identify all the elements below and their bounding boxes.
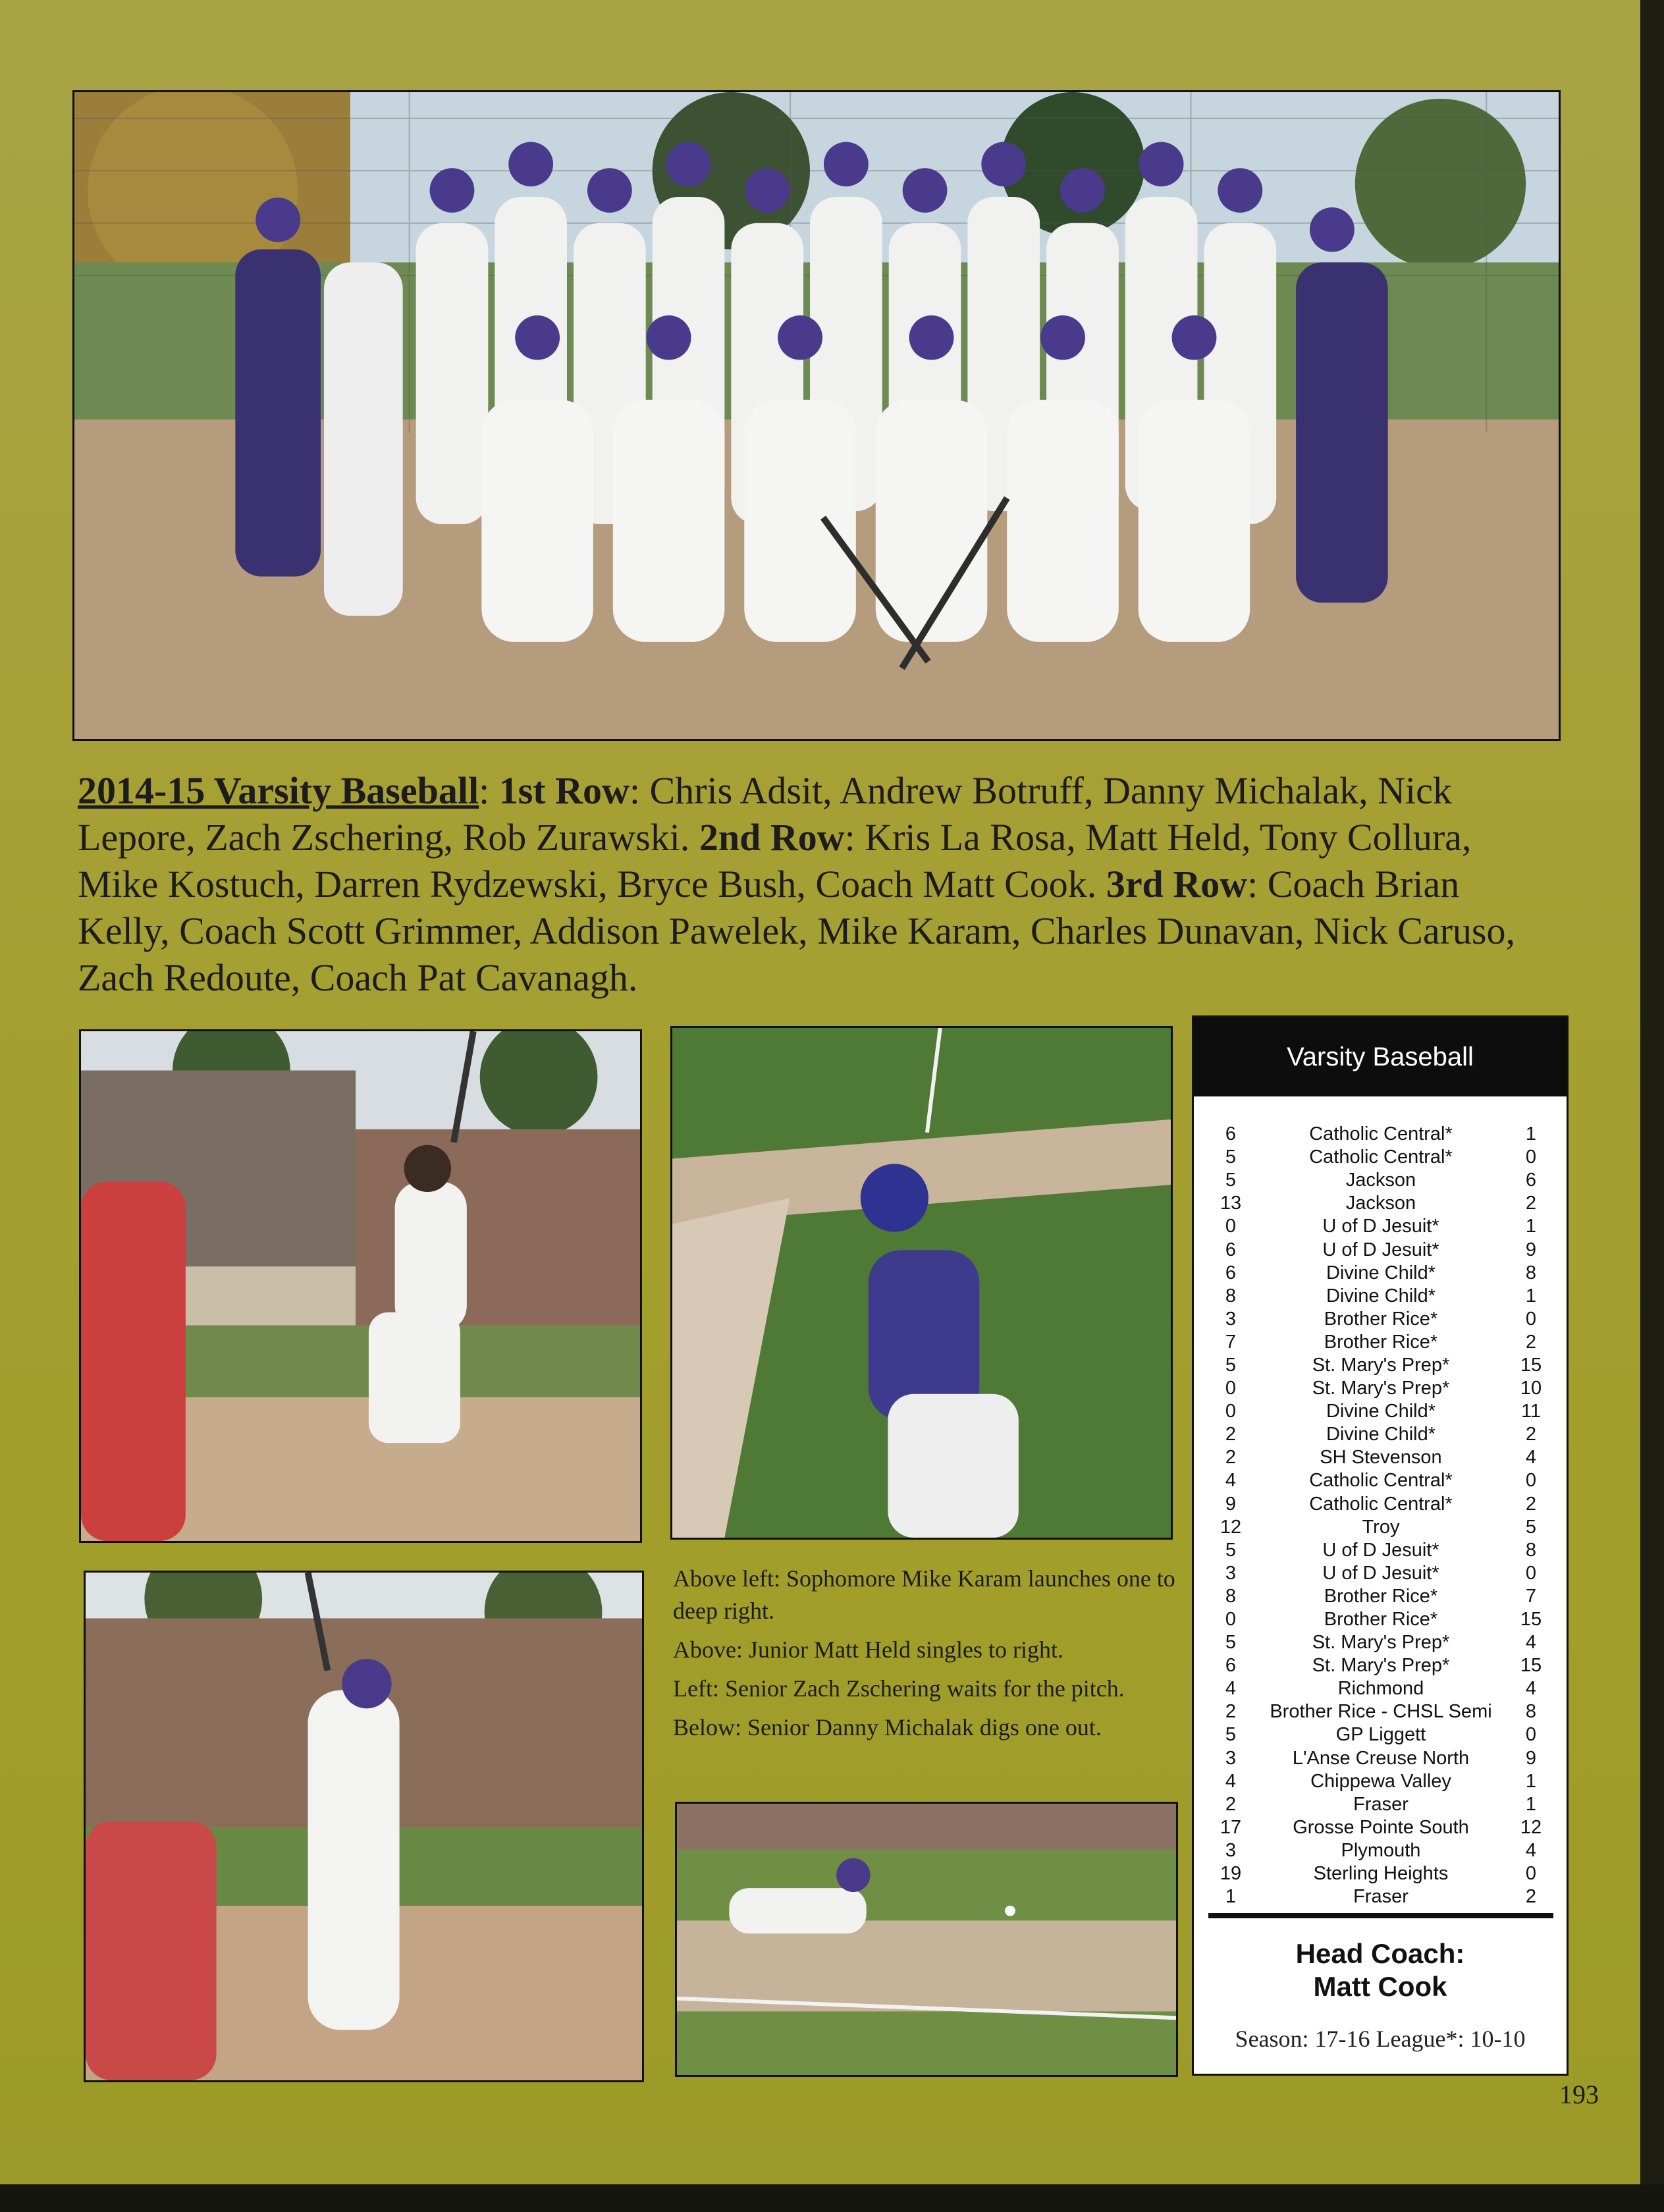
score-them: 8: [1525, 1262, 1537, 1283]
team-name: 2014-15 Varsity Baseball: [78, 769, 479, 812]
score-us: 2: [1225, 1447, 1237, 1469]
score-opponent: Brother Rice - CHSL Semi: [1270, 1701, 1492, 1723]
score-opponent: Divine Child*: [1326, 1262, 1436, 1283]
score-us: 5: [1225, 1170, 1237, 1191]
page-edge-bottom: [0, 2184, 1664, 2212]
score-them: 1: [1525, 1793, 1537, 1815]
score-opponent: St. Mary's Prep*: [1312, 1378, 1450, 1399]
score-them: 2: [1525, 1331, 1537, 1353]
score-us: 5: [1225, 1632, 1237, 1654]
score-us: 3: [1225, 1839, 1237, 1861]
photo-captions: [673, 1563, 1180, 1750]
score-opponent: Jackson: [1345, 1193, 1416, 1214]
score-them: 8: [1525, 1701, 1537, 1723]
row2-label: 2nd Row: [699, 816, 845, 859]
score-opponent: U of D Jesuit*: [1322, 1239, 1439, 1260]
score-row: [1208, 1169, 1553, 1192]
score-opponent: U of D Jesuit*: [1322, 1216, 1439, 1237]
score-them: 4: [1525, 1678, 1537, 1700]
score-them: 9: [1525, 1747, 1537, 1769]
score-them: 2: [1525, 1493, 1537, 1515]
score-opponent: Fraser: [1353, 1793, 1409, 1815]
score-them: 0: [1525, 1562, 1537, 1584]
score-row: [1208, 1354, 1553, 1377]
score-us: 5: [1225, 1354, 1237, 1376]
score-us: 6: [1225, 1262, 1237, 1283]
score-us: 9: [1225, 1493, 1237, 1515]
photo-batter-swing: [79, 1029, 642, 1543]
score-us: 2: [1225, 1793, 1237, 1815]
score-them: 1: [1525, 1285, 1537, 1307]
score-them: 0: [1525, 1470, 1537, 1492]
caption-colon: :: [479, 769, 499, 812]
score-opponent: Divine Child*: [1326, 1285, 1436, 1307]
score-them: 15: [1520, 1609, 1542, 1631]
score-row: [1208, 1377, 1553, 1400]
score-row: [1208, 1262, 1553, 1285]
score-them: 1: [1525, 1123, 1537, 1145]
head-coach-name: Matt Cook: [1313, 1971, 1447, 2002]
score-row: [1208, 1839, 1553, 1862]
score-us: 8: [1225, 1285, 1237, 1307]
score-row: [1208, 1793, 1553, 1816]
score-row: [1208, 1331, 1553, 1354]
team-caption: [78, 767, 1553, 1001]
team-photo-image: [74, 92, 1559, 739]
score-them: 9: [1525, 1239, 1537, 1260]
photo-runner: [670, 1026, 1173, 1540]
row1-label: 1st Row: [498, 769, 630, 812]
score-us: 3: [1225, 1562, 1237, 1584]
score-them: 15: [1520, 1354, 1542, 1376]
score-them: 15: [1520, 1655, 1542, 1677]
scoreboard-title: Varsity Baseball: [1194, 1017, 1567, 1096]
score-opponent: Sterling Heights: [1313, 1863, 1449, 1885]
scoreboard-divider: [1208, 1913, 1553, 1918]
score-us: 6: [1225, 1655, 1237, 1677]
score-us: 4: [1225, 1770, 1237, 1792]
score-row: [1208, 1123, 1553, 1146]
score-us: 2: [1225, 1424, 1237, 1445]
score-opponent: Catholic Central*: [1309, 1123, 1453, 1145]
score-row: [1208, 1585, 1553, 1608]
score-them: 4: [1525, 1632, 1537, 1654]
score-row: [1208, 1308, 1553, 1331]
score-row: [1208, 1562, 1553, 1585]
score-us: 1: [1225, 1886, 1237, 1908]
score-row: [1208, 1400, 1553, 1423]
scoreboard-panel: [1192, 1015, 1569, 2076]
score-row: [1208, 1723, 1553, 1746]
score-us: 0: [1225, 1216, 1237, 1237]
row3-label: 3rd Row: [1106, 863, 1248, 905]
score-row: [1208, 1885, 1553, 1908]
head-coach-label: Head Coach:: [1295, 1938, 1465, 1969]
score-them: 7: [1525, 1585, 1537, 1607]
score-row: [1208, 1238, 1553, 1261]
row2-names: : Kris La Rosa, Matt Held, Tony Collura, Mike Kostuch, Darren Rydzewski, Bryce Bush, Coach Matt Cook.: [78, 816, 1472, 905]
score-row: [1208, 1631, 1553, 1654]
score-row: [1208, 1700, 1553, 1723]
score-opponent: Troy: [1362, 1516, 1400, 1538]
score-opponent: Brother Rice*: [1324, 1308, 1438, 1330]
score-opponent: GP Liggett: [1335, 1724, 1426, 1746]
score-row: [1208, 1747, 1553, 1770]
score-row: [1208, 1516, 1553, 1539]
season-record: Season: 17-16 League*: 10-10: [1235, 2026, 1526, 2052]
score-opponent: Chippewa Valley: [1310, 1770, 1451, 1792]
score-them: 5: [1525, 1516, 1537, 1538]
score-row: [1208, 1816, 1553, 1839]
score-us: 5: [1225, 1724, 1237, 1746]
score-opponent: Catholic Central*: [1309, 1470, 1453, 1492]
score-opponent: L'Anse Creuse North: [1292, 1747, 1470, 1769]
score-opponent: Divine Child*: [1326, 1401, 1436, 1422]
score-us: 17: [1220, 1816, 1242, 1838]
score-opponent: Fraser: [1353, 1886, 1409, 1908]
score-row: [1208, 1493, 1553, 1516]
score-row: [1208, 1770, 1553, 1793]
score-opponent: U of D Jesuit*: [1322, 1539, 1439, 1561]
score-opponent: St. Mary's Prep*: [1312, 1632, 1450, 1654]
score-us: 0: [1225, 1609, 1237, 1631]
page-number: 193: [1559, 2080, 1599, 2109]
score-us: 13: [1220, 1193, 1242, 1214]
score-them: 8: [1525, 1539, 1537, 1561]
score-opponent: St. Mary's Prep*: [1312, 1655, 1450, 1677]
score-us: 0: [1225, 1401, 1237, 1422]
score-opponent: Catholic Central*: [1309, 1146, 1453, 1168]
score-us: 7: [1225, 1331, 1237, 1353]
score-them: 0: [1525, 1146, 1537, 1168]
score-us: 5: [1225, 1539, 1237, 1561]
caption-below: Below: Senior Danny Michalak digs one out.: [673, 1714, 1102, 1740]
row1-names: : Chris Adsit, Andrew Botruff, Danny Michalak, Nick Lepore, Zach Zschering, Rob Zurawski.: [78, 769, 1452, 859]
score-us: 12: [1220, 1516, 1242, 1538]
photo-first-base-dig: [675, 1802, 1178, 2077]
score-them: 6: [1525, 1170, 1537, 1191]
score-us: 4: [1225, 1470, 1237, 1492]
score-opponent: Jackson: [1345, 1170, 1416, 1191]
scores-list: [1208, 1123, 1553, 1908]
score-opponent: Brother Rice*: [1324, 1331, 1438, 1353]
score-us: 3: [1225, 1308, 1237, 1330]
caption-left: Left: Senior Zach Zschering waits for the pitch.: [673, 1675, 1125, 1702]
score-them: 1: [1525, 1216, 1537, 1237]
score-us: 5: [1225, 1146, 1237, 1168]
score-row: [1208, 1285, 1553, 1308]
score-row: [1208, 1446, 1553, 1469]
score-opponent: Plymouth: [1341, 1839, 1421, 1861]
score-them: 11: [1520, 1401, 1542, 1422]
score-row: [1208, 1469, 1553, 1492]
score-us: 6: [1225, 1239, 1237, 1260]
score-them: 1: [1525, 1770, 1537, 1792]
caption-above-left: Above left: Sophomore Mike Karam launches one to deep right.: [673, 1565, 1175, 1624]
photo-batter-waiting: [84, 1571, 644, 2082]
score-us: 3: [1225, 1747, 1237, 1769]
caption-above: Above: Junior Matt Held singles to right.: [673, 1636, 1063, 1663]
score-us: 8: [1225, 1585, 1237, 1607]
score-them: 12: [1520, 1816, 1542, 1838]
score-them: 0: [1525, 1863, 1537, 1885]
score-opponent: U of D Jesuit*: [1322, 1562, 1439, 1584]
score-us: 19: [1220, 1863, 1242, 1885]
score-opponent: SH Stevenson: [1320, 1447, 1442, 1469]
row3-names: : Coach Brian Kelly, Coach Scott Grimmer, Addison Pawelek, Mike Karam, Charles Dunavan, Nick Caruso, Zach Redoute, Coach Pat Cavanagh.: [78, 863, 1515, 999]
score-opponent: St. Mary's Prep*: [1312, 1354, 1450, 1376]
score-row: [1208, 1677, 1553, 1700]
score-opponent: Brother Rice*: [1324, 1585, 1438, 1607]
score-row: [1208, 1192, 1553, 1215]
score-row: [1208, 1608, 1553, 1631]
score-opponent: Brother Rice*: [1324, 1609, 1438, 1631]
score-row: [1208, 1862, 1553, 1885]
score-row: [1208, 1423, 1553, 1446]
score-opponent: Divine Child*: [1326, 1424, 1436, 1445]
score-row: [1208, 1539, 1553, 1562]
score-opponent: Grosse Pointe South: [1293, 1816, 1469, 1838]
score-row: [1208, 1654, 1553, 1677]
score-us: 0: [1225, 1378, 1237, 1399]
page-edge-right: [1640, 0, 1664, 2212]
score-row: [1208, 1146, 1553, 1169]
score-us: 4: [1225, 1678, 1237, 1700]
score-them: 0: [1525, 1308, 1537, 1330]
score-them: 2: [1525, 1886, 1537, 1908]
score-them: 4: [1525, 1447, 1537, 1469]
score-them: 0: [1525, 1724, 1537, 1746]
score-row: [1208, 1215, 1553, 1238]
score-them: 2: [1525, 1193, 1537, 1214]
score-them: 2: [1525, 1424, 1537, 1445]
score-opponent: Catholic Central*: [1309, 1493, 1453, 1515]
score-opponent: Richmond: [1337, 1678, 1424, 1700]
score-them: 4: [1525, 1839, 1537, 1861]
score-us: 6: [1225, 1123, 1237, 1145]
score-us: 2: [1225, 1701, 1237, 1723]
score-them: 10: [1520, 1378, 1542, 1399]
team-photo: [72, 90, 1561, 741]
